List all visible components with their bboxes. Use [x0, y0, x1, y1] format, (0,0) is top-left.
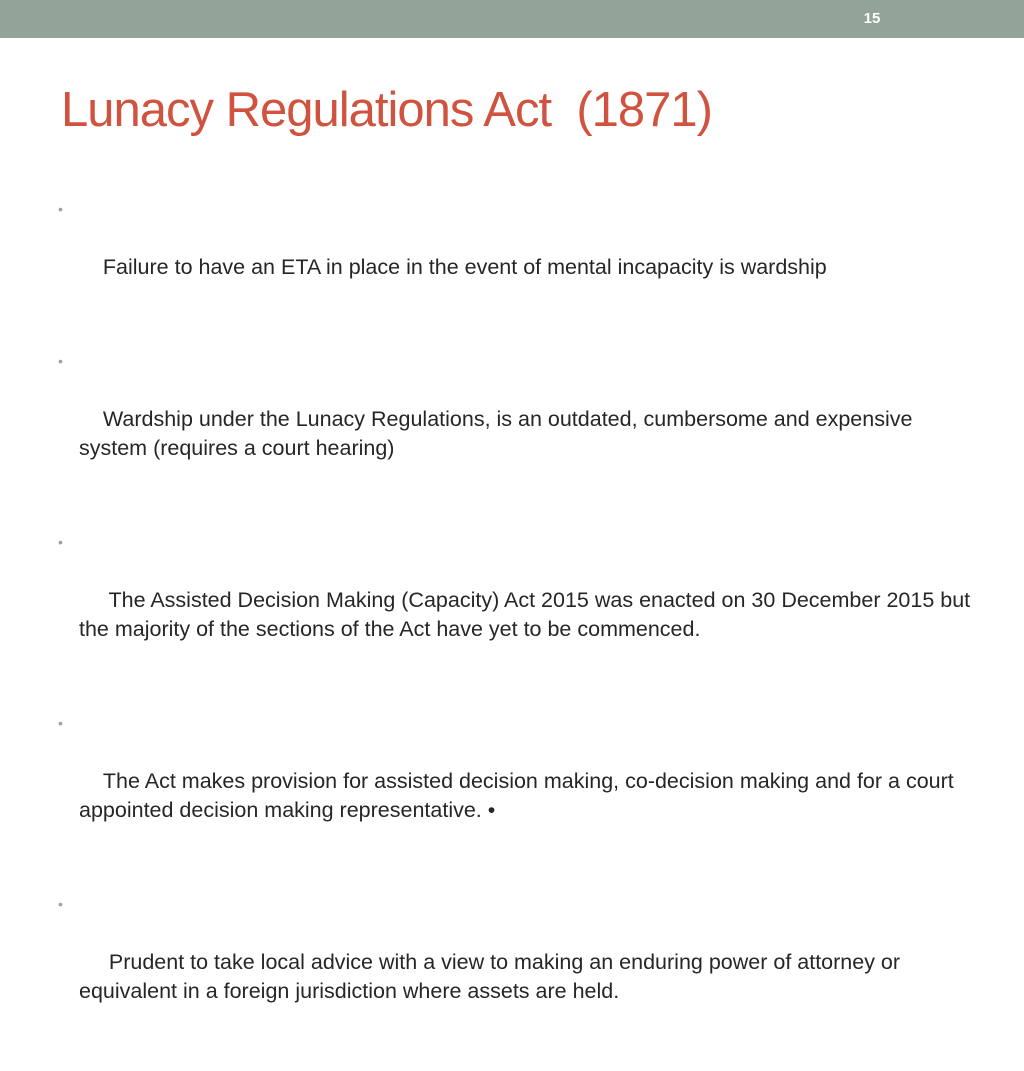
bullet-item — [57, 709, 977, 854]
bullet-item — [57, 528, 977, 673]
bullet-list — [57, 195, 977, 1071]
bullet-text: Wardship under the Lunacy Regulations, is an outdated, cumbersome and expensive system (requires a court hearing) — [79, 407, 919, 460]
slide-number: 15 — [863, 10, 881, 27]
bullet-text: Prudent to take local advice with a view to making an enduring power of attorney or equivalent in a foreign jurisdiction where assets are held. — [79, 950, 907, 1003]
bullet-marker-icon: • — [58, 201, 63, 217]
bullet-text: Failure to have an ETA in place in the event of mental incapacity is wardship — [102, 255, 827, 279]
bullet-marker-icon: • — [58, 715, 63, 731]
bullet-item — [57, 195, 977, 311]
bullet-item — [57, 890, 977, 1035]
bullet-item — [57, 347, 977, 492]
bullet-marker-icon: • — [58, 534, 63, 550]
bullet-text: The Act makes provision for assisted decision making, co-decision making and for a court appointed decision making representative. • — [79, 769, 960, 822]
bullet-marker-icon: • — [58, 896, 63, 912]
bullet-text: The Assisted Decision Making (Capacity) Act 2015 was enacted on 30 December 2015 but the majority of the sections of the Act have yet to be commenced. — [79, 588, 977, 641]
bullet-marker-icon: • — [58, 353, 63, 369]
top-banner — [0, 0, 1024, 38]
slide-title: Lunacy Regulations Act (1871) — [61, 83, 712, 137]
